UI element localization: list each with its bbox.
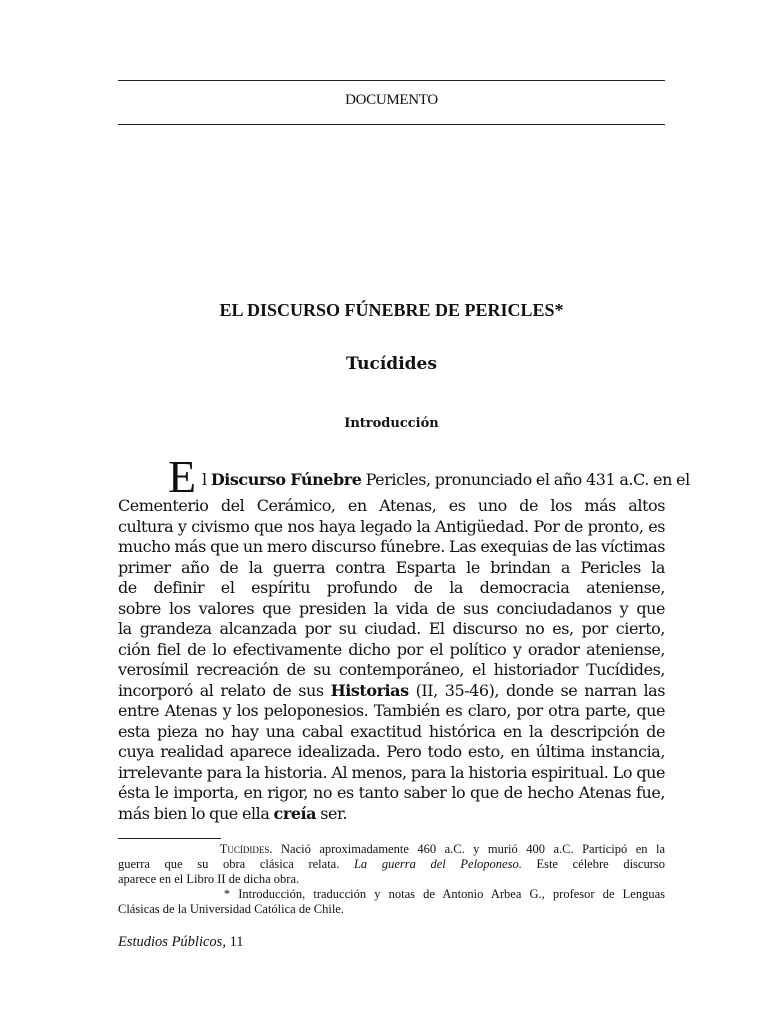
- footnote-line: aparece en el Libro II de dicha obra.: [118, 872, 300, 886]
- footnote-segment: * Introducción, traducción y notas de Antonio Arbea G., profesor de Lenguas: [223, 887, 665, 901]
- footnote-line: [118, 887, 665, 902]
- footnote-author-name: Tucídides: [219, 842, 270, 856]
- body-line-segment: Pericles, pronunciado el año 431 a.C. en el: [361, 470, 690, 489]
- header-rule-top: [118, 80, 665, 81]
- body-line: irrelevante para la historia. Al menos, para la historia espiritual. Lo que: [118, 762, 665, 782]
- footnote-line: [118, 842, 665, 857]
- footnote-segment: Este célebre discurso: [521, 857, 665, 871]
- body-line-segment: l: [202, 470, 211, 489]
- body-line: mucho más que un mero discurso fúnebre. Las exequias de las víctimas: [118, 537, 665, 556]
- body-paragraph: [118, 451, 690, 824]
- body-line: sobre los valores que presiden la vida de sus conciudadanos y que: [118, 598, 665, 618]
- body-line: ésta le importa, en rigor, no es tanto saber lo que de hecho Atenas fue,: [118, 783, 665, 802]
- body-line-segment: incorporó al relato de sus: [118, 680, 331, 700]
- body-line-segment: ser.: [316, 803, 348, 823]
- header-rule-bottom: [118, 124, 665, 125]
- body-line: verosímil recreación de su contemporáneo, el historiador Tucídides,: [118, 660, 665, 679]
- emphasis-creia: creía: [273, 803, 317, 823]
- body-line-segment: (II, 35-46), donde se narran las: [415, 680, 665, 700]
- body-line: cuya realidad aparece idealizada. Pero todo esto, en última instancia,: [118, 742, 665, 761]
- page-number: 11: [229, 934, 244, 950]
- body-line: la grandeza alcanzada por su ciudad. El discurso no es, por cierto,: [118, 619, 665, 638]
- footnotes: [118, 842, 665, 917]
- drop-cap: E: [168, 451, 196, 502]
- section-heading: Introducción: [344, 416, 439, 431]
- footnote-segment: guerra que su obra clásica relata.: [118, 857, 354, 871]
- emphasis-historias: Historias: [330, 680, 409, 700]
- footnote-line: [118, 857, 665, 872]
- body-line: [118, 451, 690, 502]
- body-line: de definir el espíritu profundo de la democracia ateniense,: [118, 578, 665, 597]
- body-line: cultura y civismo que nos haya legado la Antigüedad. Por de pronto, es: [118, 516, 665, 536]
- body-line: Cementerio del Cerámico, en Atenas, es uno de los más altos: [118, 496, 665, 515]
- body-line: ción fiel de lo efectivamente dicho por el político y orador ateniense,: [118, 639, 665, 659]
- footnote-rule: [118, 838, 221, 839]
- emphasis-discurso-funebre: Discurso Fúnebre: [210, 470, 362, 489]
- footnote-book-title: La guerra del Peloponeso.: [353, 857, 522, 871]
- footnote-line: Clásicas de la Universidad Católica de Chile.: [118, 902, 344, 916]
- body-line: [118, 804, 665, 825]
- body-line-segment: más bien lo que ella: [118, 803, 274, 823]
- section-label: DOCUMENTO: [345, 92, 438, 108]
- body-line: primer año de la guerra contra Esparta le brindan a Pericles la: [118, 557, 665, 577]
- body-line: entre Atenas y los peloponesios. También es claro, por otra parte, que: [118, 701, 665, 720]
- article-title: EL DISCURSO FÚNEBRE DE PERICLES*: [219, 300, 564, 320]
- footnote-segment: . Nació aproximadamente 460 a.C. y murió 400 a.C. Participó en la: [269, 842, 665, 856]
- page-folio: [118, 934, 244, 951]
- journal-name: Estudios Públicos,: [118, 934, 226, 950]
- body-line: [118, 681, 665, 702]
- article-author: Tucídides: [346, 354, 437, 374]
- body-line: esta pieza no hay una cabal exactitud histórica en la descripción de: [118, 721, 665, 741]
